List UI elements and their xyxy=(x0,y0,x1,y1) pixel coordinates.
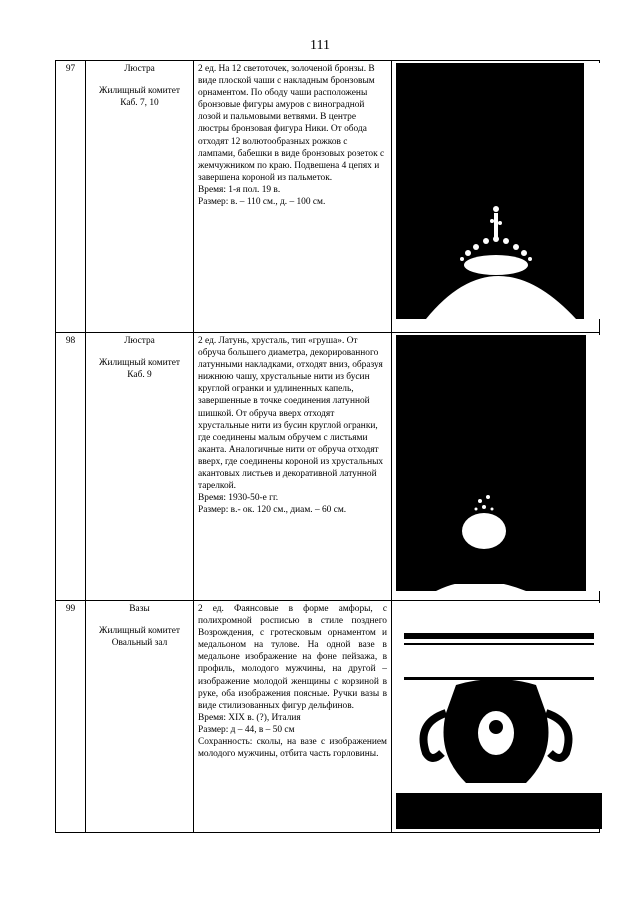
catalog-table xyxy=(55,60,600,833)
item-photo-cell xyxy=(392,601,600,833)
item-photo-cell xyxy=(392,333,600,601)
table-row xyxy=(56,333,600,601)
item-location: Жилищный комитет Овальный зал xyxy=(99,626,180,649)
page-number: 111 xyxy=(310,38,330,53)
chandelier-photo xyxy=(396,63,602,319)
vase-photo xyxy=(396,603,602,829)
item-number: 99 xyxy=(56,601,86,833)
item-number: 98 xyxy=(56,333,86,601)
item-location: Жилищный комитет Каб. 9 xyxy=(99,358,180,381)
table-row xyxy=(56,601,600,833)
item-title: Люстра xyxy=(124,336,155,346)
item-photo-cell xyxy=(392,61,600,333)
item-title: Вазы xyxy=(129,604,150,614)
item-number: 97 xyxy=(56,61,86,333)
item-description: 2 ед. Латунь, хрусталь, тип «груша». От обруча большего диаметра, декорированного латунными накладками, отходят вниз, образуя нижнюю чашу, хрустальные нити из бусин круглой огранки и удлиненных капель, завершенные в точке соединения латунной шишкой. От обруча вверх отходят хрустальные нити из бусин круглой огранки, где соединены малым обручем с листьями аканта. Аналогичные нити от обруча отходят вверх, где соединены короной из хрустальных акантовых листьев и декоративной латунной тарелкой. Время: 1930-50-е гг. Размер: в.- ок. 120 см., диам. – 60 см. xyxy=(194,333,392,601)
item-title: Люстра xyxy=(124,64,155,74)
item-description: 2 ед. Фаянсовые в форме амфоры, с полихромной росписью в стиле позднего Возрождения, с гротесковым орнаментом и медальоном на тулове. На одной вазе в медальоне изображение на фоне пейзажа, в профиль, молодого мужчины, на другой – изображение молодой женщины с корзиной в руке, оба изображения поясные. Ручки вазы в виде стилизованных фигур дельфинов. Время: XIX в. (?), Италия Размер: д – 44, в – 50 см Сохранность: сколы, на вазе с изображением молодого мужчины, отбита часть горловины. xyxy=(194,601,392,833)
item-location: Жилищный комитет Каб. 7, 10 xyxy=(99,86,180,109)
crystal-chandelier-photo xyxy=(396,335,602,591)
table-row xyxy=(56,61,600,333)
item-description: 2 ед. На 12 светоточек, золоченой бронзы. В виде плоской чаши с накладным бронзовым орнаментом. По ободу чаши расположены бронзовые фигуры амуров с виноградной лозой и пальмовыми ветвями. В центре люстры бронзовая фигура Ники. От обода отходят 12 волютообразных рожков с лампами, бабешки в виде бронзовых розеток с жемчужником по краю. Подвешена 4 цепях и завершена короной из пальметок. Время: 1-я пол. 19 в. Размер: в. – 110 см., д. – 100 см. xyxy=(194,61,392,333)
